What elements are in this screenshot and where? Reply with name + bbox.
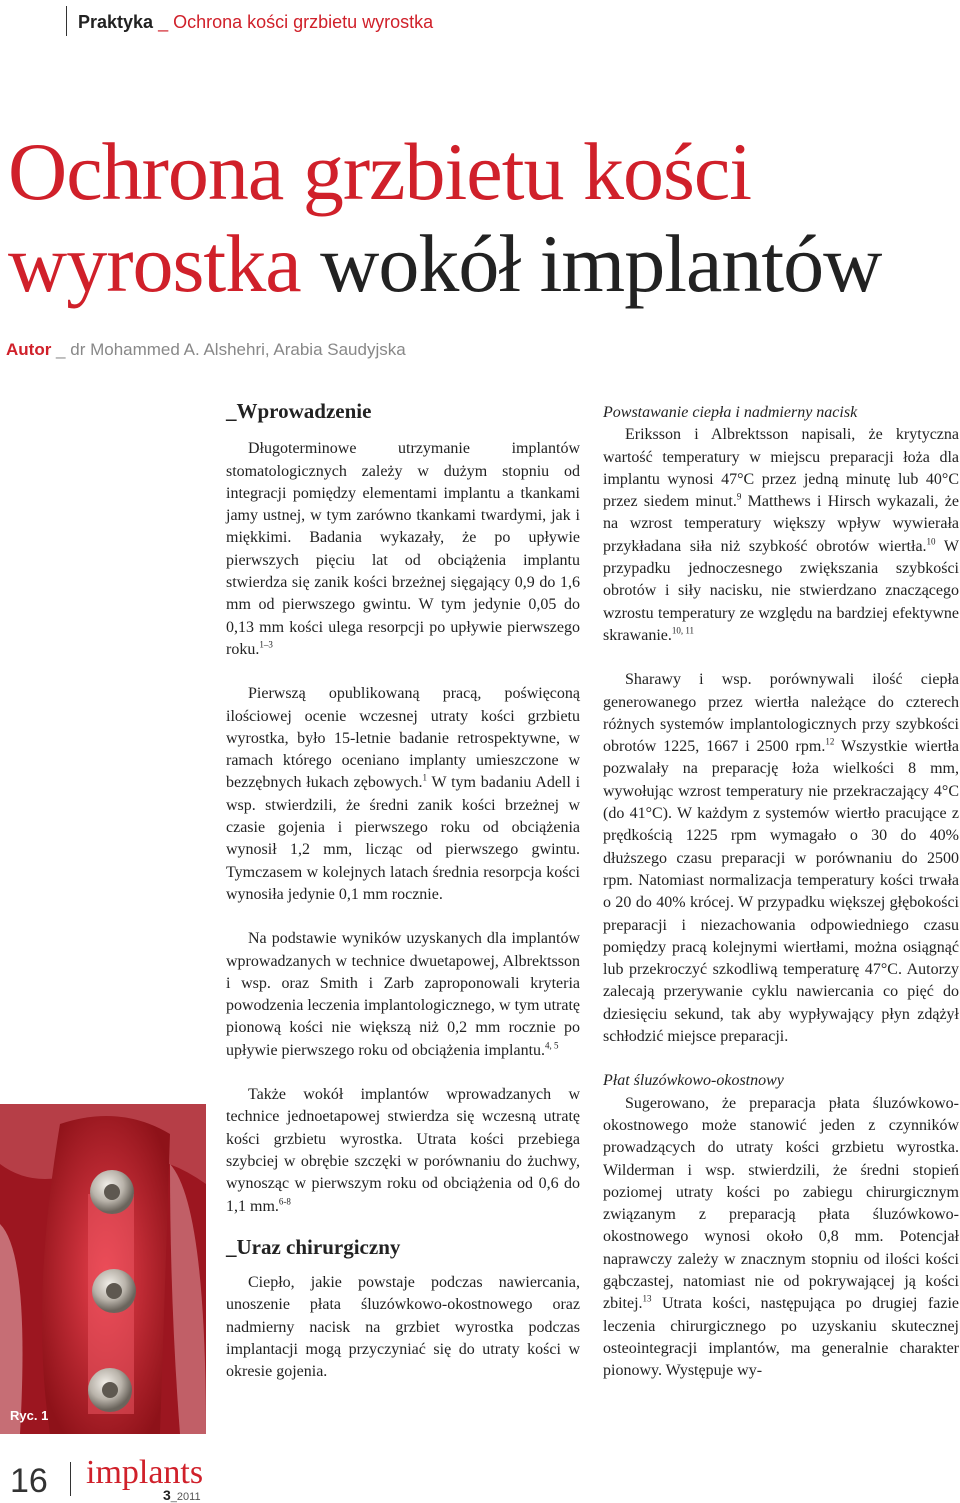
reference: 13 [642,1293,652,1304]
title-line-2-dark: wokół implantów [300,218,882,309]
section-heading-surgical-trauma: _Uraz chirurgiczny [226,1234,401,1259]
running-header [78,12,433,33]
paragraph [226,1272,580,1383]
author-separator: _ [51,340,71,359]
header-divider [66,6,67,36]
reference: 6-8 [278,1196,291,1207]
magazine-logo: implants [86,1454,204,1491]
paragraph-text: Matthews i Hirsch wykazali, że na wzrost temperatury większy wpływ wywierała przykładana siła niż szybkość obrotów wiertła. [603,493,959,555]
column-right [603,402,959,1382]
reference: 1–3 [259,639,273,650]
title-line-2 [8,218,881,310]
footer-divider [70,1462,71,1496]
issue-info [163,1487,201,1503]
column-left [226,399,581,1384]
author-line [6,340,406,360]
reference: 10, 11 [671,625,695,636]
paragraph-text: Sugerowano, że preparacja płata śluzówkowo-okostnowego może stanowić jeden z czynników prowadzących do utraty kości grzbietu wyrostka. Wilderman i wsp. stwierdzili, że średni stopień poziomej utraty kości po zabiegu chirurgicznym związanym z preparacją płata śluzówkowo-okostnowego wynosi około 0,8 mm. Potencjał naprawczy zależy w znacznym stopniu od ilości kości gąbczastej, natomiast nie od pokrywającej ją kości zbitej. [603,1094,959,1313]
author-name: dr Mohammed A. Alshehri, Arabia Saudyjska [70,340,406,359]
paragraph-text: Długoterminowe utrzymanie implantów stomatologicznych zależy w dużym stopniu od integracji pomiędzy elementami implantu a tkankami jamy ustnej, w tym zarówno tkankami twardymi, jak i miękkimi. Badania wykazały, że po upływie pierwszych pięciu lat od obciążenia implantu stwierdza się zanik kości brzeżnej sięgający 0,9 do 1,6 mm od pierwszego gwintu. W tym jedynie 0,05 do 0,13 mm kości ulega resorpcji po upływie pierwszego roku. [226,440,580,658]
title-line-1: Ochrona grzbietu kości [8,126,752,217]
paragraph-text: Na podstawie wyników uzyskanych dla implantów wprowadzanych w technice dwuetapowej, Albrektsson i wsp. oraz Smith i Zarb zaproponowali kryteria powodzenia leczenia implantologicznego, w tym utratę pionową kości nie większą niż 0,2 mm rocznie po upływie pierwszego roku od obciążenia implantu. [226,930,580,1059]
paragraph-text: Utrata kości, następująca po drugiej fazie leczenia chirurgicznego po uzyskaniu skutecznej osteointegracji implantów, ma generalnie charakter pionowy. Występuje wy- [603,1295,959,1380]
paragraph-text: W przypadku jednoczesnego zwiększania szybkości obrotów i siły nacisku, nie stwierdzano znaczącego wzrostu temperatury ze względu na bardziej efektywne skrawanie. [603,537,959,644]
header-topic: Ochrona kości grzbietu wyrostka [173,12,434,32]
header-separator: _ [153,12,174,32]
issue-number: 3 [163,1487,171,1503]
reference: 10 [926,536,936,547]
paragraph [603,669,959,1048]
clinical-photo-drawing [0,1104,206,1434]
reference: 1 [422,773,428,784]
paragraph-text: Wszystkie wiertła pozwalały na preparację łoża wielkości 8 mm, wywołując wzrost temperatury nie przekraczający 4°C (do 41°C). W każdym z systemów wiertło pracujące z prędkością 1225 rpm wymagało o 30 do 40% dłuższego czasu preparacji w porównaniu do 2500 rpm. Natomiast normalizacja temperatury kości trwała o 20 do 40% krócej. W przypadku większej głębokości preparacji i niezachowania odpowiedniego czasu pomiędzy pracą kolejnymi wiertłami, można osiągnąć lub przekroczyć szkodliwą temperaturę 47°C. Autorzy zalecają przerywanie cyklu nawiercania co pięć do dziesięciu sekund, tak aby wypływający płyn zdążył schłodzić miejsce preparacji. [603,738,959,1046]
header-section: Praktyka [78,12,154,32]
reference: 4, 5 [545,1040,559,1051]
reference: 9 [736,491,742,502]
paragraph [226,683,580,906]
clinical-photo [0,1104,206,1434]
page-number: 16 [10,1462,48,1500]
author-label: Autor [6,340,52,359]
issue-year: _2011 [170,1491,201,1503]
paragraph-text: Sharawy i wsp. porównywali ilość ciepła generowanego przez wiertła należące do czterech różnych systemów implantologicznych przy szybkości obrotów 1225, 1667 i 2500 rpm. [603,671,959,756]
paragraph [226,1084,580,1218]
paragraph [226,928,580,1062]
reference: 12 [825,736,835,747]
paragraph [226,438,580,661]
paragraph-text: W tym badaniu Adell i wsp. stwierdzili, że średni zanik kości brzeżnej w czasie gojenia i pierwszego roku od obciążenia wynosił 1,2 mm, licząc od pierwszego gwintu. Tymczasem w kolejnych latach średnia resorpcja kości wynosiła jedynie 0,1 mm rocznie. [226,774,581,903]
paragraph-text: Pierwszą opublikowaną pracą, poświęconą ilościowej ocenie wczesnej utraty kości grzbietu wyrostka, było 15-letnie badanie retrospektywne, w ramach którego oceniano implanty umieszczone w bezzębnych łukach zębowych. [226,685,580,792]
subheading-flap: Płat śluzówkowo-okostnowy [603,1072,784,1090]
paragraph-text: Także wokół implantów wprowadzanych w technice jednoetapowej stwierdza się wczesną utratę kości grzbietu wyrostka. Utrata kości przebiega szybciej w obrębie szczęki w porównaniu do żuchwy, wynosząc w pierwszym roku od obciążenia od 0,6 do 1,1 mm. [226,1086,580,1215]
subheading-heat: Powstawanie ciepła i nadmierny nacisk [603,404,858,421]
paragraph-text: Eriksson i Albrektsson napisali, że krytyczna wartość temperatury w miejscu preparacji łoża dla implantu wynosi 47°C przez jedną minutę lub 40°C przez siedem minut. [603,426,959,511]
paragraph [603,1093,959,1383]
article-title [8,126,881,310]
title-line-2-red: wyrostka [8,218,301,309]
paragraph [603,424,959,647]
section-heading-introduction: _Wprowadzenie [226,399,372,423]
figure-label: Ryc. 1 [10,1408,49,1423]
paragraph-text: Ciepło, jakie powstaje podczas nawiercania, unoszenie płata śluzówkowo-okostnowego oraz nadmierny nacisk na grzbiet wyrostka podczas implantacji mogą przyczyniać się do utraty kości w okresie gojenia. [226,1274,580,1381]
